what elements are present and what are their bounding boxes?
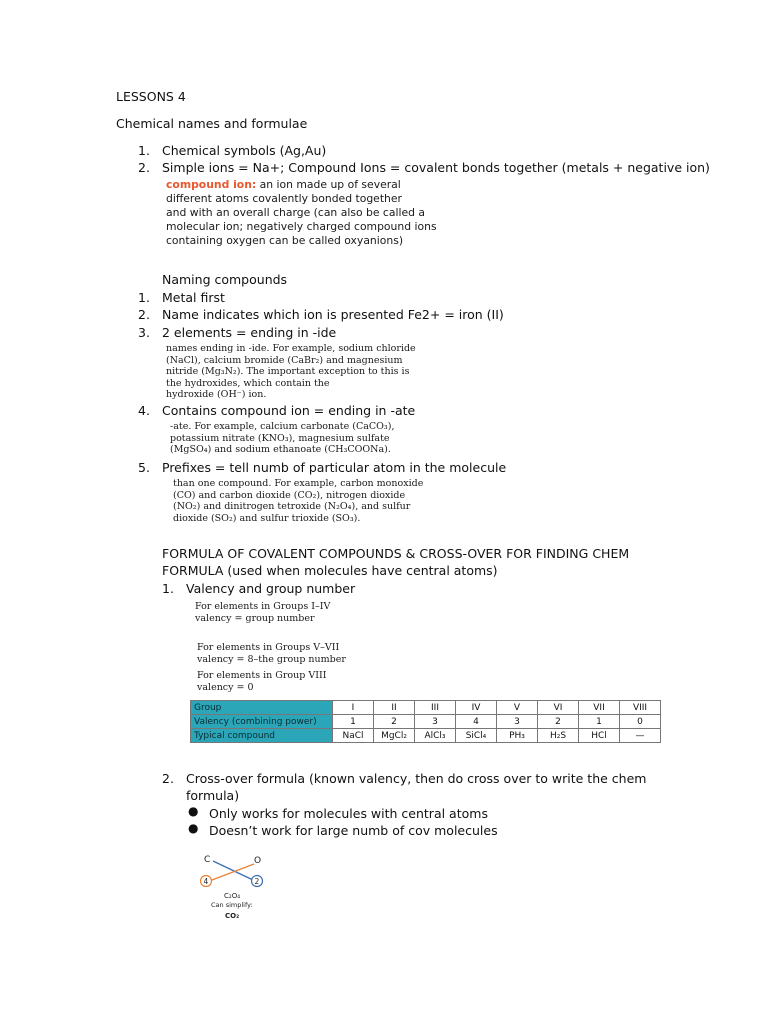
snippet-line: valency = 0 bbox=[197, 681, 254, 693]
atom-c-label: C bbox=[204, 855, 211, 865]
snippet-line: (NaCl), calcium bromide (CaBr₂) and magnesium bbox=[166, 354, 403, 366]
list-item: Name indicates which ion is presented Fe2+ = iron (II) bbox=[162, 307, 504, 322]
unsimplified-formula: C₂O₄ bbox=[224, 892, 241, 900]
list-item: Prefixes = tell numb of particular atom in the molecule bbox=[162, 460, 507, 475]
atom-o-label: O bbox=[254, 856, 262, 866]
bullet-icon: ● bbox=[188, 821, 199, 835]
snippet-line: (NO₂) and dinitrogen tetroxide (N₂O₄), and sulfur bbox=[173, 501, 411, 512]
bullet-icon: ● bbox=[188, 804, 199, 818]
table-cell: 0 bbox=[620, 715, 661, 729]
list-number: 4. bbox=[138, 403, 150, 418]
valency-rules-snippet bbox=[195, 601, 330, 624]
table-cell: 3 bbox=[415, 715, 456, 729]
list-item: Cross-over formula (known valency, then do cross over to write the chem bbox=[186, 771, 647, 786]
row-header: Valency (combining power) bbox=[191, 715, 333, 729]
table-cell: 2 bbox=[538, 715, 579, 729]
section-heading-formula: FORMULA OF COVALENT COMPOUNDS & CROSS-OVER FOR FINDING CHEM bbox=[162, 546, 630, 561]
snippet-line: valency = 8–the group number bbox=[197, 653, 346, 665]
list-number: 5. bbox=[138, 460, 150, 475]
table-cell: VI bbox=[538, 701, 579, 715]
definition-line: molecular ion; negatively charged compound ions bbox=[166, 220, 437, 233]
snippet-line: (MgSO₄) and sodium ethanoate (CH₃COONa). bbox=[170, 444, 391, 455]
table-cell: — bbox=[620, 729, 661, 743]
snippet-line: names ending in -ide. For example, sodium chloride bbox=[166, 343, 416, 354]
row-header: Typical compound bbox=[191, 729, 333, 743]
snippet-line: For elements in Group VIII bbox=[197, 670, 327, 681]
snippet-line: nitride (Mg₃N₂). The important exception to this is bbox=[166, 366, 410, 377]
section-heading: Chemical names and formulae bbox=[116, 116, 308, 131]
definition-line: an ion made up of several bbox=[256, 178, 401, 191]
snippet-line: potassium nitrate (KNO₃), magnesium sulfate bbox=[170, 432, 390, 444]
subheading: Naming compounds bbox=[162, 272, 288, 287]
snippet-line: dioxide (SO₂) and sulfur trioxide (SO₃). bbox=[173, 512, 361, 524]
snippet-line: hydroxide (OH⁻) ion. bbox=[166, 389, 267, 400]
valency-rules-snippet bbox=[197, 670, 326, 693]
table-cell: HCl bbox=[579, 729, 620, 743]
row-header: Group bbox=[191, 701, 333, 715]
list-item: 2 elements = ending in -ide bbox=[162, 325, 337, 340]
table-cell: IV bbox=[456, 701, 497, 715]
list-number: 2. bbox=[138, 307, 150, 322]
list-number: 1. bbox=[162, 581, 174, 596]
simplified-formula: CO₂ bbox=[225, 912, 240, 920]
list-number: 2. bbox=[138, 160, 150, 175]
table-cell: AlCl₃ bbox=[415, 729, 456, 743]
table-row bbox=[191, 715, 661, 729]
table-cell: V bbox=[497, 701, 538, 715]
bullet-item: Only works for molecules with central atoms bbox=[209, 806, 488, 821]
table-cell: MgCl₂ bbox=[374, 729, 415, 743]
table-cell: II bbox=[374, 701, 415, 715]
list-item: Metal first bbox=[162, 290, 225, 305]
compound-ion-definition bbox=[166, 178, 437, 248]
snippet-line: For elements in Groups V–VII bbox=[197, 642, 340, 653]
table-cell: H₂S bbox=[538, 729, 579, 743]
list-item: Valency and group number bbox=[186, 581, 356, 596]
compound-ion-term: compound ion: bbox=[166, 178, 257, 191]
section-heading-formula-cont: FORMULA (used when molecules have central atoms) bbox=[162, 563, 498, 578]
definition-line: different atoms covalently bonded together bbox=[166, 192, 402, 205]
table-cell: VIII bbox=[620, 701, 661, 715]
table-cell: 2 bbox=[374, 715, 415, 729]
table-cell: 4 bbox=[456, 715, 497, 729]
page-title: LESSONS 4 bbox=[116, 89, 186, 104]
snippet-line: valency = group number bbox=[195, 612, 315, 624]
table-cell: NaCl bbox=[333, 729, 374, 743]
table-cell: 1 bbox=[579, 715, 620, 729]
list-number: 3. bbox=[138, 325, 150, 340]
list-item: Contains compound ion = ending in -ate bbox=[162, 403, 416, 418]
simplify-label: Can simplify: bbox=[211, 901, 253, 909]
ate-example-snippet bbox=[170, 421, 394, 456]
snippet-line: (CO) and carbon dioxide (CO₂), nitrogen dioxide bbox=[173, 489, 406, 501]
valency-rules-snippet bbox=[197, 642, 346, 665]
table-cell: PH₃ bbox=[497, 729, 538, 743]
valency-c-label: 4 bbox=[203, 877, 209, 886]
table-cell: 3 bbox=[497, 715, 538, 729]
list-number: 2. bbox=[162, 771, 174, 786]
valency-o-label: 2 bbox=[254, 877, 260, 886]
list-item-continuation: formula) bbox=[186, 788, 240, 803]
table-cell: I bbox=[333, 701, 374, 715]
table-row bbox=[191, 701, 661, 715]
list-item: Simple ions = Na+; Compound Ions = covalent bonds together (metals + negative ion) bbox=[162, 160, 710, 175]
bullet-item: Doesn’t work for large numb of cov molecules bbox=[209, 823, 498, 838]
prefix-example-snippet bbox=[173, 478, 423, 524]
cross-over-diagram bbox=[190, 848, 280, 924]
snippet-line: -ate. For example, calcium carbonate (CaCO₃), bbox=[170, 421, 395, 432]
definition-line: containing oxygen can be called oxyanions) bbox=[166, 234, 404, 247]
table-cell: VII bbox=[579, 701, 620, 715]
list-number: 1. bbox=[138, 290, 150, 305]
table-cell: SiCl₄ bbox=[456, 729, 497, 743]
snippet-line: For elements in Groups I–IV bbox=[195, 601, 331, 612]
list-item: Chemical symbols (Ag,Au) bbox=[162, 143, 327, 158]
ide-example-snippet bbox=[166, 343, 416, 401]
table-cell: III bbox=[415, 701, 456, 715]
definition-line: and with an overall charge (can also be called a bbox=[166, 206, 426, 219]
valency-table bbox=[190, 700, 661, 743]
list-number: 1. bbox=[138, 143, 150, 158]
snippet-line: than one compound. For example, carbon monoxide bbox=[173, 478, 424, 489]
table-cell: 1 bbox=[333, 715, 374, 729]
table-row bbox=[191, 729, 661, 743]
snippet-line: the hydroxides, which contain the bbox=[166, 377, 330, 389]
